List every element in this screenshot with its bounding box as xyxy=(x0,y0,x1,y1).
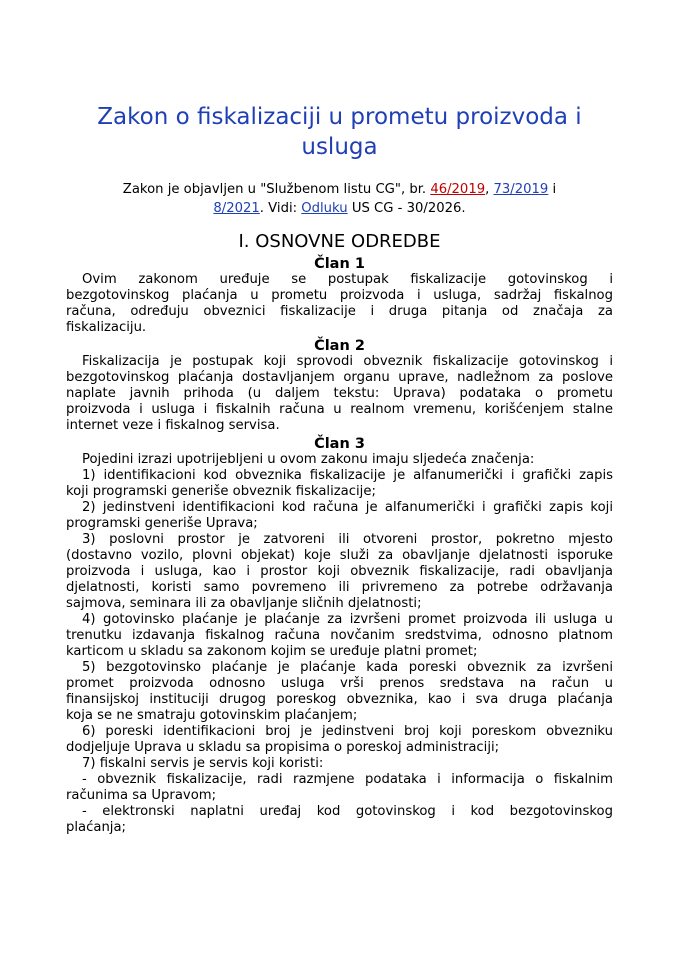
text-line: promet proizvoda odnosno usluga vrši prenos sredstava na račun u xyxy=(66,676,613,691)
text-line: bezgotovinskog plaćanja u prometu proizvoda i usluga, sadržaj fiskalnog xyxy=(66,288,613,303)
publication-sep: i xyxy=(552,182,557,197)
text-line: bezgotovinskog plaćanja dostavljanjem organu uprave, nadležnom za poslove xyxy=(66,370,613,385)
publication-suffix: US CG - 30/2026. xyxy=(351,201,466,216)
text-line: proizvoda i usluga i fiskalnih računa u realnom vremenu, korišćenjem stalne xyxy=(66,402,613,417)
text-line: finansijskoj instituciji drugog poreskog obveznika, kao i sva druga plaćanja xyxy=(66,692,613,707)
text-line: dodjeljuje Uprava u skladu sa propisima o poreskoj administraciji; xyxy=(66,740,500,755)
section-heading: I. OSNOVNE ODREDBE xyxy=(238,231,441,252)
text-line: 3) poslovni prostor je zatvoreni ili otvoreni prostor, pokretno mjesto xyxy=(82,532,613,547)
article-heading: Član 3 xyxy=(314,436,365,452)
text-line: fiskalizaciju. xyxy=(66,320,147,335)
text-line: računa, određuju obveznici fiskalizacije i druga pitanja od značaja za xyxy=(66,304,613,319)
article-heading: Član 1 xyxy=(314,256,365,272)
text-line: sajmova, seminara ili za obavljanje sličnih djelatnosti; xyxy=(66,596,422,611)
text-line: koja se ne smatraju gotovinskim plaćanjem; xyxy=(66,708,358,723)
text-line: računima sa Upravom; xyxy=(66,788,217,803)
text-line: Pojedini izrazi upotrijebljeni u ovom zakonu imaju sljedeća značenja: xyxy=(82,452,535,467)
text-line: (dostavno vozilo, plovni objekat) koje služi za obavljanje djelatnosti isporuke xyxy=(66,548,613,563)
text-line: 7) fiskalni servis je servis koji koristi: xyxy=(82,756,324,771)
text-line: 6) poreski identifikacioni broj je jedinstveni broj koji poreskom obvezniku xyxy=(82,724,613,739)
text-line: Ovim zakonom uređuje se postupak fiskalizacije gotovinskog i xyxy=(82,272,613,287)
article-body xyxy=(66,354,613,434)
publication-note xyxy=(66,180,613,218)
text-line: naplate javnih prihoda (u daljem tekstu: Uprava) podataka o prometu xyxy=(66,386,613,401)
gazette-link-46-2019[interactable]: 46/2019 xyxy=(430,182,486,197)
text-line: plaćanja; xyxy=(66,820,126,835)
article-body xyxy=(66,452,613,836)
text-line: 5) bezgotovinsko plaćanje je plaćanje kada poreski obveznik za izvršeni xyxy=(82,660,613,675)
text-line: 1) identifikacioni kod obveznika fiskalizacije je alfanumerički i grafički zapis xyxy=(82,468,613,483)
publication-prefix: Zakon je objavljen u "Službenom listu CG", br. xyxy=(122,182,427,197)
text-line: 2) jedinstveni identifikacioni kod računa je alfanumerički i grafički zapis koji xyxy=(82,500,613,515)
text-line: djelatnosti, koristi samo povremeno ili privremeno za potrebe održavanja xyxy=(66,580,613,595)
text-line: 4) gotovinsko plaćanje je plaćanje za izvršeni promet proizvoda ili usluga u xyxy=(82,612,613,627)
publication-sep: , xyxy=(485,182,490,197)
text-line: - obveznik fiskalizacije, radi razmjene podataka i informacija o fiskalnim xyxy=(82,772,613,787)
text-line: karticom u skladu sa zakonom kojim se uređuje platni promet; xyxy=(66,644,478,659)
article-heading: Član 2 xyxy=(314,338,365,354)
gazette-link-73-2019[interactable]: 73/2019 xyxy=(493,182,549,197)
gazette-link-8-2021[interactable]: 8/2021 xyxy=(213,201,260,216)
text-line: trenutku izdavanja fiskalnog računa novčanim sredstvima, odnosno platnom xyxy=(66,628,613,643)
text-line: koji programski generiše obveznik fiskalizacije; xyxy=(66,484,376,499)
publication-mid: . Vidi: xyxy=(259,201,298,216)
text-line: programski generiše Uprava; xyxy=(66,516,258,531)
text-line: Fiskalizacija je postupak koji sprovodi obveznik fiskalizacije gotovinskog i xyxy=(82,354,613,369)
text-line: internet veze i fiskalnog servisa. xyxy=(66,418,280,433)
decision-link[interactable]: Odluku xyxy=(301,201,348,216)
text-line: proizvoda i usluga, kao i prostor koji obveznik fiskalizacije, radi obavljanja xyxy=(66,564,613,579)
text-line: - elektronski naplatni uređaj kod gotovinskog i kod bezgotovinskog xyxy=(82,804,613,819)
article-body xyxy=(66,272,613,336)
document-title: Zakon o fiskalizaciji u prometu proizvoda i usluga xyxy=(97,104,582,160)
